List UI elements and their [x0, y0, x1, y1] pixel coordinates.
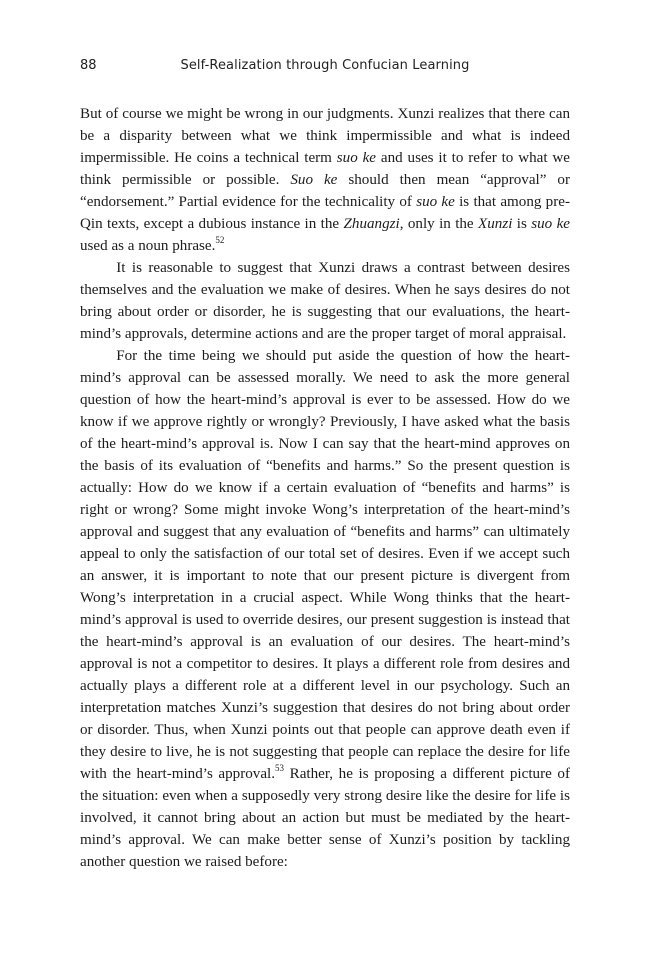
- page-header: [80, 58, 570, 80]
- text-run: and uses it to refer to what we think permissible or possible.: [80, 150, 571, 188]
- italic-term: Zhuangzi: [343, 216, 400, 232]
- page-number: 88: [80, 58, 97, 73]
- paragraph: [80, 103, 570, 257]
- italic-term: Suo ke: [290, 172, 338, 188]
- text-run: is that among pre-Qin texts, except a dubious instance in the: [80, 194, 570, 232]
- paragraph: [80, 257, 570, 345]
- text-run: But of course we might be wrong in our judgments. Xunzi realizes that there can be a disparity between what we think impermissible and what is indeed impermissible. He coins a technical term: [80, 106, 570, 166]
- italic-term: suo ke: [416, 194, 455, 210]
- footnote-marker: 53: [275, 762, 285, 773]
- text-run: is: [512, 216, 532, 232]
- text-run: used as a noun phrase.: [80, 238, 216, 254]
- italic-term: suo ke: [531, 216, 570, 232]
- text-run: , only in the: [399, 216, 479, 232]
- italic-term: Xunzi: [478, 216, 513, 232]
- text-run: should then mean “approval” or “endorsement.” Partial evidence for the technicality of: [80, 172, 570, 210]
- running-head: Self-Realization through Confucian Learning: [180, 58, 470, 73]
- paragraph: [80, 345, 570, 873]
- text-run: It is reasonable to suggest that Xunzi draws a contrast between desires themselves and the evaluation we make of desires. When he says desires do not bring about order or disorder, he is suggesting that our evaluations, the heart-mind’s approvals, determine actions and are the proper target of moral appraisal.: [80, 260, 570, 342]
- text-run: Rather, he is proposing a different picture of the situation: even when a supposedly very strong desire like the desire for life is involved, it cannot bring about an action but must be mediated by the heart-mind’s approval. We can make better sense of Xunzi’s position by tackling another question we raised before:: [80, 766, 570, 870]
- italic-term: suo ke: [336, 150, 377, 166]
- footnote-marker: 52: [215, 234, 225, 245]
- text-run: For the time being we should put aside the question of how the heart-mind’s approval can be assessed morally. We need to ask the more general question of how the heart-mind’s approval is ever to be assessed. How do we know if we approve rightly or wrongly? Previously, I have asked what the basis of the heart-mind’s approval is. Now I can say that the heart-mind approves on the basis of its evaluation of “benefits and harms.” So the present question is actually: How do we know if a certain evaluation of “benefits and harms” is right or wrong? Some might invoke Wong’s interpretation of the heart-mind’s approval and suggest that any evaluation of “benefits and harms” can ultimately appeal to only the satisfaction of our total set of desires. Even if we accept such an answer, it is important to note that our present picture is divergent from Wong’s interpretation in a crucial aspect. While Wong thinks that the heart-mind’s approval is used to override desires, our present suggestion is instead that the heart-mind’s approval is an evaluation of our desires. The heart-mind’s approval is not a competitor to desires. It plays a different role from desires and actually plays a different role at a different level in our psychology. Such an interpretation matches Xunzi’s suggestion that desires do not bring about order or disorder. Thus, when Xunzi points out that people can approve death even if they desire to live, he is not suggesting that people can replace the desire for life with the heart-mind’s approval.: [80, 348, 570, 782]
- body-text: [80, 103, 570, 873]
